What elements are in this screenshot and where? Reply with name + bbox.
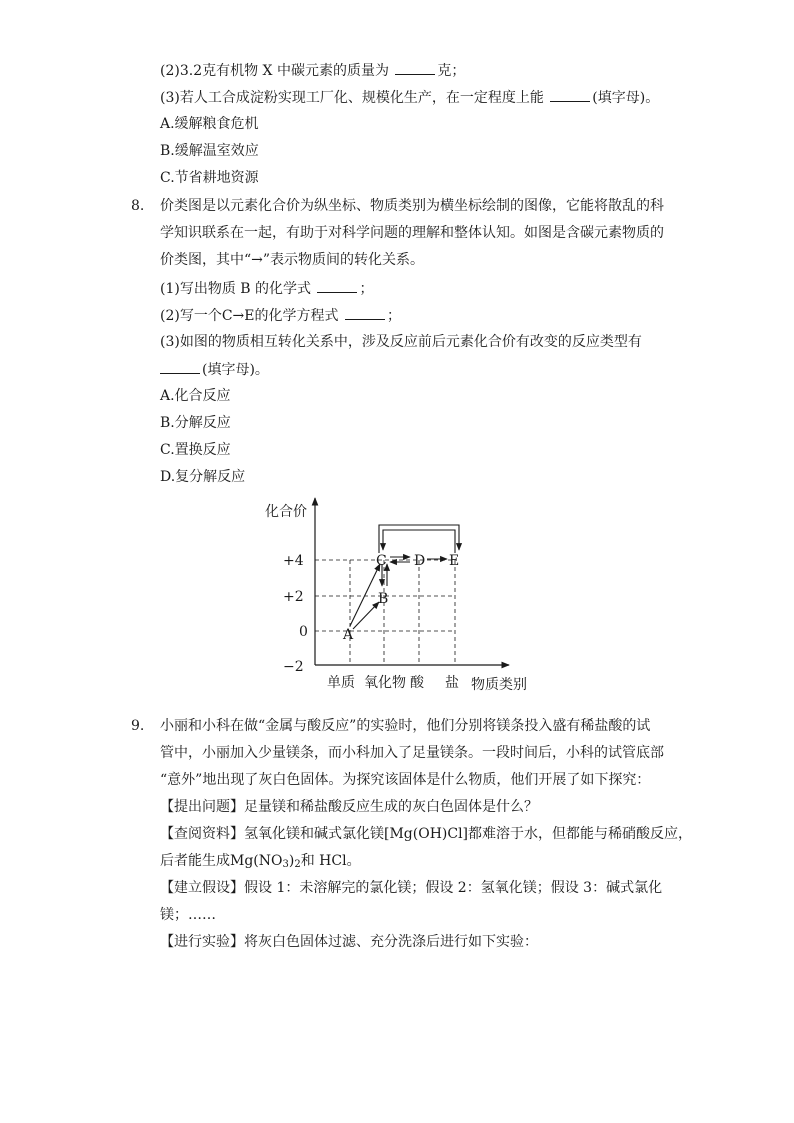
- conversion-arrows: [350, 525, 459, 629]
- q8-option-a: A.化合反应: [160, 388, 231, 404]
- q9-reference-line2: 后者能生成$Mg(NO_3)_2$和 HCl。: [160, 853, 361, 870]
- x-tick-label: 盐: [445, 675, 459, 691]
- valence-class-diagram: [255, 490, 545, 700]
- answer-blank[interactable]: [395, 60, 435, 75]
- q9-number: 9.: [131, 718, 145, 734]
- q9-reference-line1: 【查阅资料】氢氧化镁和碱式氯化镁[Mg(OH)Cl]都难溶于水，但都能与稀硝酸反应，: [160, 826, 693, 842]
- y-tick-label: 0: [299, 624, 308, 640]
- y-axis-label: 化合价: [265, 504, 307, 520]
- q8-stem-line1: 价类图是以元素化合价为纵坐标、物质类别为横坐标绘制的图像，它能将散乱的科: [160, 198, 664, 214]
- y-tick-label: +4: [283, 553, 304, 569]
- point-b: B: [378, 591, 389, 607]
- q8-stem-line3: 价类图，其中“→”表示物质间的转化关系。: [160, 252, 425, 268]
- x-tick-label: 氧化物: [364, 675, 406, 691]
- q8-part3-line2: (填字母)。: [160, 359, 269, 380]
- q8-part2: (2)写一个C→E的化学方程式 ；: [160, 305, 401, 326]
- y-tick-label: −2: [283, 659, 304, 675]
- q8-option-c: C.置换反应: [160, 442, 231, 458]
- q7-part3: (3)若人工合成淀粉实现工厂化、规模化生产，在一定程度上能 (填字母)。: [160, 87, 659, 108]
- q9-question-heading: 【提出问题】足量镁和稀盐酸反应生成的灰白色固体是什么？: [160, 799, 538, 815]
- q8-option-d: D.复分解反应: [160, 469, 246, 485]
- q8-stem-line2: 学知识联系在一起，有助于对科学问题的理解和整体认知。如图是含碳元素物质的: [160, 225, 664, 241]
- q7-option-c: C.节省耕地资源: [160, 170, 259, 186]
- answer-blank[interactable]: [550, 87, 590, 102]
- x-axis-label: 物质类别: [471, 677, 527, 693]
- q9-stem-line3: “意外”地出现了灰白色固体。为探究该固体是什么物质，他们开展了如下探究：: [160, 772, 651, 788]
- point-d: D: [414, 553, 426, 569]
- answer-blank[interactable]: [160, 359, 200, 374]
- q7-part2: (2)3.2克有机物 X 中碳元素的质量为 克；: [160, 60, 465, 81]
- q8-part3-line1: (3)如图的物质相互转化关系中，涉及反应前后元素化合价有改变的反应类型有: [160, 334, 642, 350]
- y-tick-label: +2: [283, 589, 304, 605]
- q8-number: 8.: [131, 198, 145, 214]
- q9-hypothesis-line2: 镁；……: [160, 907, 216, 923]
- point-c: C: [376, 553, 387, 569]
- x-tick-label: 酸: [410, 675, 424, 691]
- q8-option-b: B.分解反应: [160, 415, 231, 431]
- q7-option-b: B.缓解温室效应: [160, 143, 259, 159]
- point-e: E: [449, 553, 460, 569]
- q9-stem-line1: 小丽和小科在做“金属与酸反应”的实验时，他们分别将镁条投入盛有稀盐酸的试: [160, 718, 651, 734]
- grid-lines: [315, 560, 455, 665]
- q9-hypothesis-line1: 【建立假设】假设 1：未溶解完的氯化镁；假设 2：氢氧化镁；假设 3：碱式氯化: [160, 880, 663, 896]
- point-a: A: [343, 627, 354, 643]
- q8-part1: (1)写出物质 B 的化学式 ；: [160, 278, 373, 299]
- answer-blank[interactable]: [317, 278, 357, 293]
- q7-option-a: A.缓解粮食危机: [160, 116, 259, 132]
- q9-stem-line2: 管中，小丽加入少量镁条，而小科加入了足量镁条。一段时间后，小科的试管底部: [160, 745, 664, 761]
- x-tick-label: 单质: [327, 675, 355, 691]
- q9-experiment-heading: 【进行实验】将灰白色固体过滤、充分洗涤后进行如下实验：: [160, 934, 538, 950]
- answer-blank[interactable]: [345, 305, 385, 320]
